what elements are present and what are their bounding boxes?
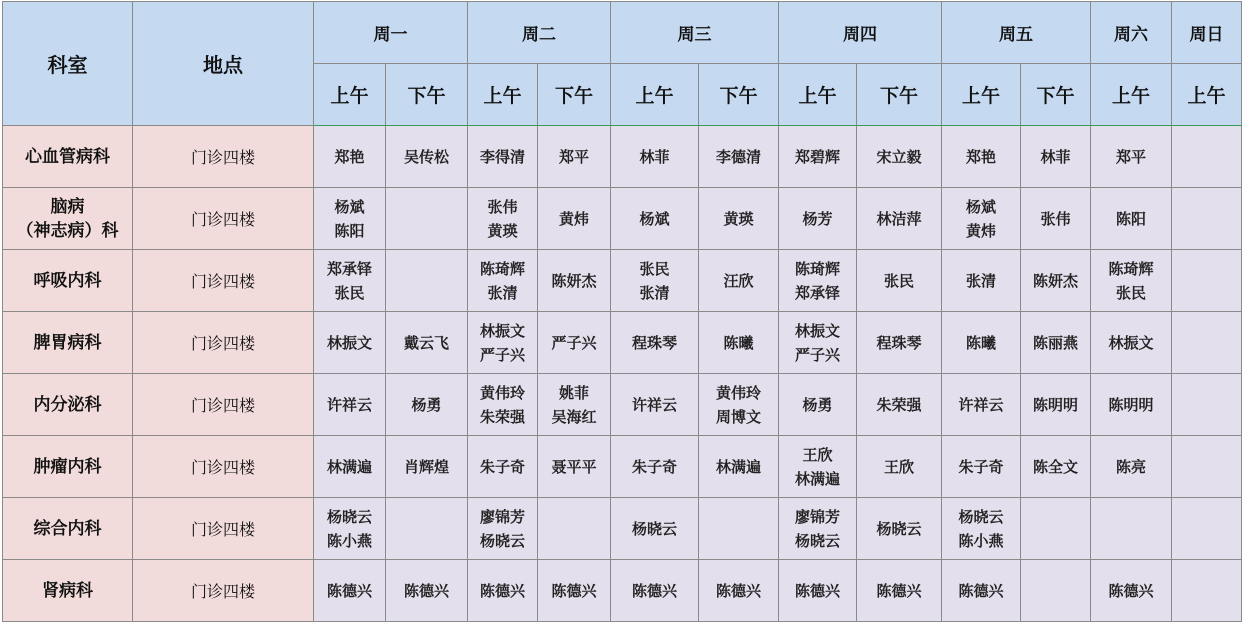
schedule-cell [1021,560,1091,622]
doctor-name: 张民 [1115,283,1146,302]
schedule-cell [857,560,942,622]
half-header-mon-pm: 下午 [386,64,468,126]
department-name-line: 肾病科 [42,580,93,601]
doctor-name: 陈曦 [965,333,996,352]
doctor-name: 郑平 [1115,147,1146,166]
doctor-name: 张民 [639,259,670,278]
schedule-cell [611,374,699,436]
half-header-thu-pm: 下午 [857,64,942,126]
doctor-name: 张民 [334,283,365,302]
doctor-name: 陈德兴 [403,581,449,600]
dept-column-header: 科室 [3,2,133,126]
schedule-cell [779,374,857,436]
doctor-name: 黄瑛 [487,221,518,240]
doctor-name: 周博文 [715,407,761,426]
doctor-name: 林满遍 [794,469,840,488]
half-header-mon-am: 上午 [314,64,386,126]
schedule-cell [942,188,1021,250]
schedule-cell [386,374,468,436]
doctor-name: 朱荣强 [479,407,525,426]
schedule-cell [1091,498,1172,560]
doctor-name: 杨晓云 [479,531,525,550]
schedule-cell [386,436,468,498]
doctor-name: 张伟 [1040,209,1071,228]
doctor-name: 陈德兴 [958,581,1004,600]
doctor-name: 杨晓云 [876,519,922,538]
schedule-cell [1172,560,1242,622]
half-header-sun-am: 上午 [1172,64,1242,126]
schedule-cell [699,436,779,498]
schedule-cell [1172,250,1242,312]
schedule-cell [468,126,538,188]
doctor-name: 陈明明 [1108,395,1154,414]
schedule-cell [857,436,942,498]
schedule-cell [386,250,468,312]
table-row [3,188,1242,250]
department-name-line: 脾胃病科 [33,332,102,353]
schedule-cell [779,436,857,498]
day-header-tue: 周二 [468,2,611,64]
schedule-cell [857,250,942,312]
schedule-cell [314,560,386,622]
doctor-name: 杨斌 [639,209,670,228]
schedule-cell [1021,498,1091,560]
half-header-thu-am: 上午 [779,64,857,126]
schedule-cell [1021,188,1091,250]
doctor-name: 陈德兴 [715,581,761,600]
schedule-cell [386,560,468,622]
schedule-cell [942,250,1021,312]
schedule-cell [1091,312,1172,374]
schedule-cell [857,374,942,436]
clinic-location: 门诊四楼 [133,312,314,374]
schedule-cell [1172,374,1242,436]
table-row [3,250,1242,312]
doctor-name: 陈德兴 [631,581,677,600]
day-header-mon: 周一 [314,2,468,64]
department-name-line: 呼吸内科 [33,270,102,291]
clinic-location: 门诊四楼 [133,188,314,250]
department-name-line: 脑病 [50,196,85,217]
doctor-name: 林振文 [326,333,372,352]
schedule-cell [857,126,942,188]
schedule-cell [314,436,386,498]
doctor-name: 杨晓云 [326,507,372,526]
doctor-name: 吴海红 [551,407,597,426]
schedule-cell [699,560,779,622]
doctor-name: 廖锦芳 [479,507,525,526]
clinic-location: 门诊四楼 [133,498,314,560]
schedule-cell [314,126,386,188]
doctor-name: 张伟 [487,197,518,216]
doctor-name: 杨芳 [802,209,833,228]
department-name [3,436,133,498]
doctor-name: 林振文 [479,321,525,340]
department-name [3,188,133,250]
schedule-cell [699,312,779,374]
doctor-name: 郑承铎 [326,259,372,278]
doctor-name: 程珠琴 [631,333,677,352]
doctor-name: 姚菲 [558,383,589,402]
schedule-cell [314,188,386,250]
schedule-cell [857,188,942,250]
schedule-cell [942,312,1021,374]
doctor-name: 陈德兴 [551,581,597,600]
doctor-name: 杨勇 [802,395,833,414]
department-name-line: 心血管病科 [25,146,110,167]
schedule-cell [611,436,699,498]
day-header-sun: 周日 [1172,2,1242,64]
schedule-cell [1091,126,1172,188]
doctor-name: 陈琦辉 [1108,259,1154,278]
schedule-cell [1021,126,1091,188]
doctor-name: 朱荣强 [876,395,922,414]
doctor-name: 陈琦辉 [794,259,840,278]
schedule-cell [699,250,779,312]
doctor-name: 王欣 [802,445,833,464]
table-row [3,436,1242,498]
doctor-name: 黄炜 [558,209,589,228]
doctor-name: 陈妍杰 [1032,271,1078,290]
doctor-name: 陈全文 [1032,457,1078,476]
doctor-name: 李德清 [715,147,761,166]
half-header-wed-pm: 下午 [699,64,779,126]
day-header-wed: 周三 [611,2,779,64]
schedule-cell [1172,188,1242,250]
schedule-cell [611,126,699,188]
doctor-name: 黄伟玲 [715,383,761,402]
schedule-cell [942,436,1021,498]
schedule-cell [779,188,857,250]
department-name [3,250,133,312]
schedule-cell [942,560,1021,622]
schedule-cell [1021,374,1091,436]
doctor-name: 陈琦辉 [479,259,525,278]
doctor-name: 陈亮 [1115,457,1146,476]
schedule-cell [942,374,1021,436]
outpatient-schedule-table [2,1,1242,622]
schedule-cell [1091,436,1172,498]
schedule-cell [611,498,699,560]
table-row [3,374,1242,436]
schedule-cell [1091,560,1172,622]
doctor-name: 王欣 [883,457,914,476]
schedule-cell [1172,126,1242,188]
clinic-location: 门诊四楼 [133,436,314,498]
schedule-cell [538,374,611,436]
clinic-location: 门诊四楼 [133,374,314,436]
schedule-cell [468,436,538,498]
clinic-location: 门诊四楼 [133,126,314,188]
schedule-cell [611,250,699,312]
doctor-name: 朱子奇 [479,457,525,476]
day-header-sat: 周六 [1091,2,1172,64]
table-row [3,560,1242,622]
doctor-name: 杨晓云 [794,531,840,550]
department-name [3,126,133,188]
schedule-cell [779,498,857,560]
department-name-line: （神志病）科 [16,220,119,241]
schedule-cell [779,250,857,312]
doctor-name: 林振文 [1108,333,1154,352]
doctor-name: 林菲 [1040,147,1071,166]
doctor-name: 许祥云 [326,395,372,414]
department-name [3,560,133,622]
schedule-cell [779,126,857,188]
schedule-cell [468,374,538,436]
doctor-name: 林振文 [794,321,840,340]
header-row-days [3,2,1242,64]
doctor-name: 汪欣 [723,271,754,290]
doctor-name: 陈德兴 [876,581,922,600]
doctor-name: 严子兴 [794,345,840,364]
doctor-name: 陈德兴 [326,581,372,600]
location-column-header: 地点 [133,2,314,126]
table-row [3,312,1242,374]
schedule-cell [386,188,468,250]
department-name [3,312,133,374]
schedule-cell [538,560,611,622]
schedule-cell [314,312,386,374]
doctor-name: 陈小燕 [958,531,1004,550]
doctor-name: 宋立毅 [876,147,922,166]
schedule-cell [468,250,538,312]
doctor-name: 郑艳 [334,147,365,166]
doctor-name: 李得清 [479,147,525,166]
doctor-name: 林满遍 [326,457,372,476]
schedule-cell [1021,250,1091,312]
doctor-name: 黄炜 [965,221,996,240]
schedule-cell [1021,436,1091,498]
schedule-cell [611,188,699,250]
doctor-name: 陈妍杰 [551,271,597,290]
doctor-name: 朱子奇 [958,457,1004,476]
doctor-name: 张民 [883,271,914,290]
schedule-cell [942,498,1021,560]
schedule-cell [314,250,386,312]
doctor-name: 黄伟玲 [479,383,525,402]
schedule-cell [1091,188,1172,250]
schedule-cell [857,312,942,374]
schedule-cell [386,312,468,374]
schedule-cell [314,498,386,560]
doctor-name: 林菲 [639,147,670,166]
doctor-name: 张清 [639,283,670,302]
doctor-name: 朱子奇 [631,457,677,476]
schedule-cell [699,374,779,436]
schedule-cell [538,312,611,374]
schedule-cell [1172,436,1242,498]
schedule-cell [538,250,611,312]
schedule-cell [1091,374,1172,436]
schedule-cell [538,188,611,250]
doctor-name: 许祥云 [631,395,677,414]
doctor-name: 廖锦芳 [794,507,840,526]
doctor-name: 许祥云 [958,395,1004,414]
doctor-name: 陈明明 [1032,395,1078,414]
department-name-line: 综合内科 [33,518,102,539]
clinic-location: 门诊四楼 [133,250,314,312]
doctor-name: 陈德兴 [479,581,525,600]
doctor-name: 陈阳 [1115,209,1146,228]
doctor-name: 杨晓云 [958,507,1004,526]
doctor-name: 陈德兴 [1108,581,1154,600]
half-header-fri-am: 上午 [942,64,1021,126]
doctor-name: 陈丽燕 [1032,333,1078,352]
doctor-name: 聂平平 [551,457,597,476]
half-header-fri-pm: 下午 [1021,64,1091,126]
schedule-cell [538,126,611,188]
schedule-cell [1021,312,1091,374]
schedule-cell [699,188,779,250]
schedule-cell [699,498,779,560]
doctor-name: 郑艳 [965,147,996,166]
doctor-name: 吴传松 [403,147,449,166]
doctor-name: 郑承铎 [794,283,840,302]
doctor-name: 林满遍 [715,457,761,476]
doctor-name: 陈曦 [723,333,754,352]
schedule-cell [699,126,779,188]
doctor-name: 张清 [487,283,518,302]
schedule-cell [468,560,538,622]
schedule-cell [1172,312,1242,374]
doctor-name: 张清 [965,271,996,290]
half-header-tue-am: 上午 [468,64,538,126]
schedule-cell [468,498,538,560]
table-row [3,126,1242,188]
schedule-cell [386,498,468,560]
schedule-cell [611,560,699,622]
day-header-thu: 周四 [779,2,942,64]
schedule-cell [538,498,611,560]
schedule-cell [779,312,857,374]
day-header-fri: 周五 [942,2,1091,64]
schedule-cell [1172,498,1242,560]
schedule-cell [386,126,468,188]
doctor-name: 杨勇 [411,395,442,414]
schedule-cell [857,498,942,560]
doctor-name: 林洁萍 [876,209,922,228]
schedule-cell [611,312,699,374]
doctor-name: 陈阳 [334,221,365,240]
doctor-name: 陈德兴 [794,581,840,600]
schedule-cell [1091,250,1172,312]
schedule-cell [942,126,1021,188]
table-row [3,498,1242,560]
half-header-tue-pm: 下午 [538,64,611,126]
schedule-cell [468,188,538,250]
schedule-cell [314,374,386,436]
doctor-name: 杨斌 [334,197,365,216]
doctor-name: 程珠琴 [876,333,922,352]
clinic-location: 门诊四楼 [133,560,314,622]
schedule-cell [538,436,611,498]
schedule-cell [468,312,538,374]
doctor-name: 杨晓云 [631,519,677,538]
half-header-sat-am: 上午 [1091,64,1172,126]
doctor-name: 严子兴 [551,333,597,352]
schedule-cell [779,560,857,622]
doctor-name: 杨斌 [965,197,996,216]
doctor-name: 严子兴 [479,345,525,364]
department-name [3,498,133,560]
department-name [3,374,133,436]
doctor-name: 黄瑛 [723,209,754,228]
department-name-line: 肿瘤内科 [33,456,102,477]
doctor-name: 郑碧辉 [794,147,840,166]
doctor-name: 郑平 [558,147,589,166]
doctor-name: 肖辉煌 [403,457,449,476]
doctor-name: 陈小燕 [326,531,372,550]
doctor-name: 戴云飞 [403,333,449,352]
half-header-wed-am: 上午 [611,64,699,126]
department-name-line: 内分泌科 [33,394,102,415]
